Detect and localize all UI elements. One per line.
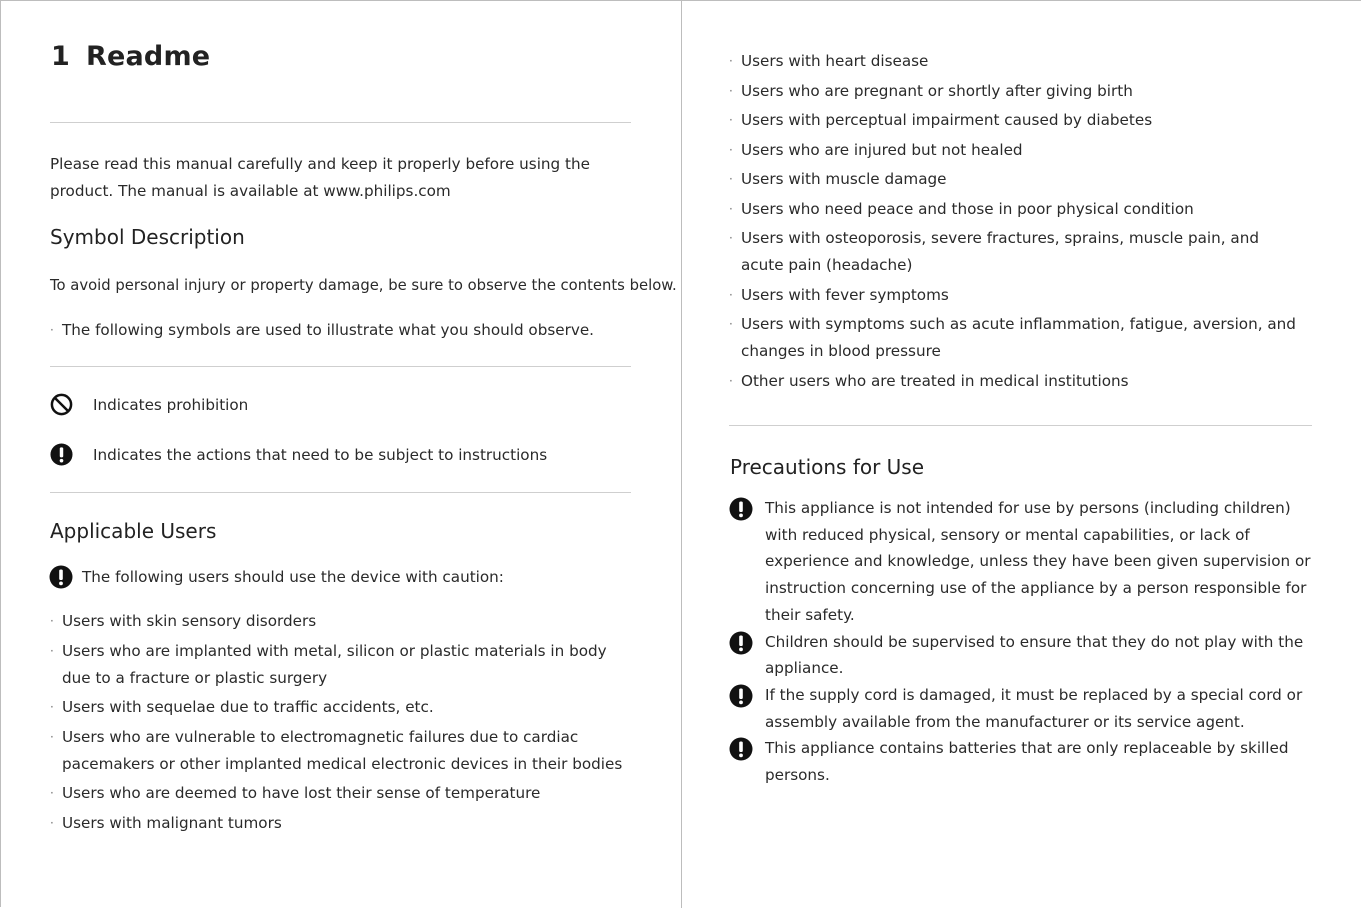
exclamation-icon xyxy=(729,684,753,708)
users-list xyxy=(50,608,640,839)
users-section-title: Applicable Users xyxy=(50,519,217,543)
list-item-text: Users who are injured but not healed xyxy=(741,140,1023,159)
list-item: · Users with fever symptoms xyxy=(729,285,949,304)
list-item: · Users who are implanted with metal, silicon or plastic materials in body due to a fracture or plastic surgery xyxy=(50,641,607,687)
precaution-item xyxy=(729,735,1314,788)
list-item: · Users who are pregnant or shortly after giving birth xyxy=(729,81,1133,100)
symbol-row-instruction xyxy=(50,443,547,466)
list-item: · The following symbols are used to illustrate what you should observe. xyxy=(50,321,595,339)
precaution-text: This appliance contains batteries that are only replaceable by skilled persons. xyxy=(765,739,1289,785)
precautions-title: Precautions for Use xyxy=(730,455,925,479)
exclamation-icon xyxy=(49,565,73,589)
chapter-number: 1 xyxy=(51,41,70,72)
list-item: · Users who need peace and those in poor physical condition xyxy=(729,199,1194,218)
left-page xyxy=(1,1,681,908)
list-item-text: Users with muscle damage xyxy=(741,170,947,188)
list-item: · Users with malignant tumors xyxy=(50,813,282,832)
divider xyxy=(50,492,631,493)
users-list-continued xyxy=(729,48,1304,397)
list-item-text: The following symbols are used to illustrate what you should observe. xyxy=(62,321,595,339)
list-item-text: Users who need peace and those in poor physical condition xyxy=(741,199,1194,218)
list-item-text: Users with fever symptoms xyxy=(741,285,949,304)
exclamation-icon xyxy=(50,443,73,466)
list-item-text: Users with osteoporosis, severe fractures, sprains, muscle pain, and acute pain (headache) xyxy=(741,229,1259,274)
symbol-row-prohibition xyxy=(50,393,248,416)
symbol-label: Indicates the actions that need to be subject to instructions xyxy=(93,445,548,464)
chapter-title-text: Readme xyxy=(86,41,211,72)
list-item: · Users with sequelae due to traffic accidents, etc. xyxy=(50,698,434,716)
list-item-text: Users who are pregnant or shortly after giving birth xyxy=(741,81,1133,100)
precaution-text: This appliance is not intended for use by persons (including children) with reduced physical, sensory or mental capabilities, or lack of experience and knowledge, unless they have been given supervision or instruction concerning use of the appliance by a person responsible for their safety. xyxy=(765,499,1311,624)
users-caution-row xyxy=(49,565,504,589)
prohibition-icon xyxy=(50,393,73,416)
divider xyxy=(729,425,1312,426)
symbol-section-text: To avoid personal injury or property damage, be sure to observe the contents below. xyxy=(50,277,677,294)
precaution-text: If the supply cord is damaged, it must be replaced by a special cord or assembly available from the manufacturer or its service agent. xyxy=(765,685,1303,731)
precaution-item xyxy=(729,495,1314,629)
list-item-text: Other users who are treated in medical institutions xyxy=(741,371,1129,390)
list-item: · Users with symptoms such as acute inflammation, fatigue, aversion, and changes in blood pressure xyxy=(729,315,1296,360)
list-item: · Users with heart disease xyxy=(729,52,929,70)
precaution-item xyxy=(729,629,1314,682)
precautions-list xyxy=(729,495,1314,789)
symbol-label: Indicates prohibition xyxy=(93,395,249,414)
exclamation-icon xyxy=(729,737,753,761)
list-item: · Users who are vulnerable to electromagnetic failures due to cardiac pacemakers or other implanted medical electronic devices in their bodies xyxy=(50,727,623,773)
list-item-text: Users with malignant tumors xyxy=(62,813,282,832)
right-page xyxy=(682,1,1361,908)
symbol-bullet-list xyxy=(50,317,650,347)
list-item: · Other users who are treated in medical institutions xyxy=(729,371,1129,390)
list-item: · Users who are injured but not healed xyxy=(729,140,1023,159)
exclamation-icon xyxy=(729,631,753,655)
users-caution-text: The following users should use the device with caution: xyxy=(82,568,504,586)
list-item-text: Users with sequelae due to traffic accidents, etc. xyxy=(62,698,434,716)
precaution-item xyxy=(729,682,1314,735)
list-item: · Users with perceptual impairment caused by diabetes xyxy=(729,111,1153,129)
list-item-text: Users who are vulnerable to electromagnetic failures due to cardiac pacemakers or other implanted medical electronic devices in their bodies xyxy=(62,727,623,773)
exclamation-icon xyxy=(729,497,753,521)
divider xyxy=(50,366,631,367)
list-item: · Users with osteoporosis, severe fractures, sprains, muscle pain, and acute pain (headache) xyxy=(729,229,1259,274)
symbol-section-title: Symbol Description xyxy=(50,225,245,249)
list-item: · Users who are deemed to have lost their sense of temperature xyxy=(50,784,541,802)
divider xyxy=(50,122,631,123)
list-item-text: Users with skin sensory disorders xyxy=(62,612,317,630)
precaution-text: Children should be supervised to ensure that they do not play with the appliance. xyxy=(765,632,1304,678)
list-item-text: Users who are implanted with metal, silicon or plastic materials in body due to a fracture or plastic surgery xyxy=(62,641,607,687)
list-item-text: Users with symptoms such as acute inflammation, fatigue, aversion, and changes in blood pressure xyxy=(741,315,1296,360)
chapter-title xyxy=(51,41,210,72)
intro-text: Please read this manual carefully and keep it properly before using the product. The manual is available at www.philips.com xyxy=(50,155,590,200)
list-item: · Users with skin sensory disorders xyxy=(50,612,317,630)
list-item-text: Users with heart disease xyxy=(741,52,929,70)
list-item-text: Users with perceptual impairment caused by diabetes xyxy=(741,111,1153,129)
list-item-text: Users who are deemed to have lost their sense of temperature xyxy=(62,784,541,802)
list-item: · Users with muscle damage xyxy=(729,170,947,188)
